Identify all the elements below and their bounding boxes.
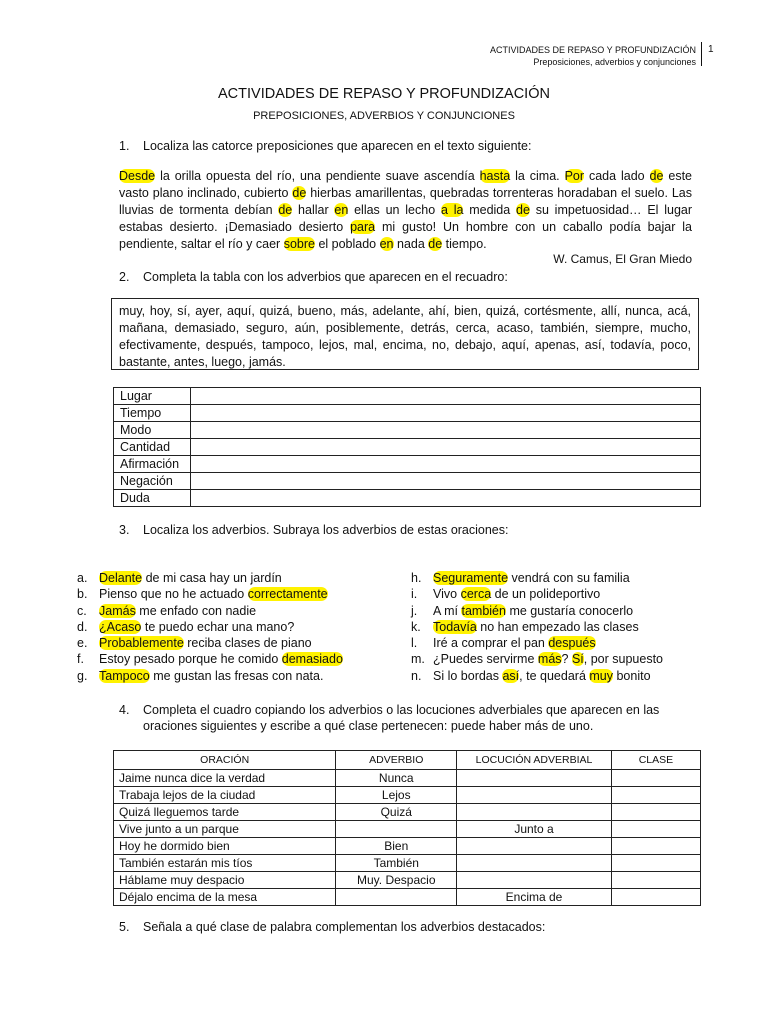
item-letter: c.	[77, 603, 87, 618]
locution-cell[interactable]: Junto a	[457, 821, 612, 838]
text-segment: bonito	[613, 668, 651, 683]
question-text: Localiza los adverbios. Subraya los adverbios de estas oraciones:	[143, 523, 509, 537]
sentence-cell: Quizá lleguemos tarde	[114, 804, 336, 821]
highlighted-word: de	[649, 169, 664, 183]
table-row	[114, 787, 701, 804]
page-number: 1	[708, 44, 714, 55]
highlighted-word: Delante	[99, 571, 143, 585]
example-sentence	[411, 651, 711, 667]
text-segment: ¿Puedes servirme	[433, 652, 538, 667]
table-row	[114, 838, 701, 855]
adverb-classification-table	[113, 387, 701, 507]
text-segment: no han empezado las clases	[476, 619, 639, 634]
text-segment: el poblado	[314, 237, 380, 251]
sentence-cell: Trabaja lejos de la ciudad	[114, 787, 336, 804]
highlighted-word: también	[461, 603, 506, 618]
sentence-text	[433, 651, 663, 667]
sentence-text	[99, 635, 312, 651]
example-sentence	[411, 603, 711, 619]
item-letter: m.	[411, 652, 425, 667]
text-segment: mi gusto! Un hombre con un caballo podía bajar la pendiente, saltar el río y caer	[119, 220, 692, 251]
table-row	[114, 770, 701, 787]
column-header: ADVERBIO	[336, 751, 457, 770]
answer-cell[interactable]	[191, 422, 701, 439]
example-sentence	[411, 635, 711, 651]
answer-cell[interactable]	[191, 456, 701, 473]
text-segment: vendrá con su familia	[508, 571, 630, 585]
question-number: 4.	[119, 703, 130, 717]
class-cell[interactable]	[611, 838, 700, 855]
locutions-table	[113, 750, 701, 906]
row-label: Lugar	[114, 388, 191, 405]
answer-cell[interactable]	[191, 473, 701, 490]
highlighted-word: a la	[440, 203, 464, 217]
locution-cell[interactable]	[457, 770, 612, 787]
highlighted-word: cerca	[460, 587, 492, 602]
sentence-text	[99, 603, 256, 619]
highlighted-word: Tampoco	[99, 668, 150, 683]
adverb-cell[interactable]	[336, 889, 457, 906]
table-row	[114, 872, 701, 889]
header-title: ACTIVIDADES DE REPASO Y PROFUNDIZACIÓN	[489, 45, 696, 55]
table-row	[114, 456, 701, 473]
adverb-cell[interactable]: Nunca	[336, 770, 457, 787]
example-sentence	[77, 586, 397, 602]
sentence-text	[433, 586, 600, 602]
sentence-text	[99, 668, 323, 684]
highlighted-word: de	[292, 186, 307, 200]
sentence-text	[433, 570, 630, 586]
text-segment: Vivo	[433, 587, 461, 602]
question-number: 1.	[119, 139, 130, 153]
examples-right	[411, 570, 711, 684]
highlighted-word: Sí	[571, 652, 584, 667]
locution-cell[interactable]	[457, 787, 612, 804]
sentence-cell: También estarán mis tíos	[114, 855, 336, 872]
class-cell[interactable]	[611, 804, 700, 821]
sentence-text	[99, 651, 343, 667]
table-row	[114, 804, 701, 821]
answer-cell[interactable]	[191, 388, 701, 405]
highlighted-word: Desde	[119, 169, 156, 183]
item-letter: d.	[77, 619, 88, 634]
example-sentence	[77, 668, 397, 684]
class-cell[interactable]	[611, 855, 700, 872]
passage-author: W. Camus, El Gran Miedo	[553, 252, 692, 266]
example-sentence	[411, 619, 711, 635]
text-segment: ?	[561, 652, 572, 667]
example-sentence	[77, 635, 397, 651]
table-row	[114, 821, 701, 838]
table-row	[114, 388, 701, 405]
text-segment: de un polideportivo	[491, 587, 601, 602]
row-label: Cantidad	[114, 439, 191, 456]
sentence-cell: Hoy he dormido bien	[114, 838, 336, 855]
item-letter: e.	[77, 636, 88, 651]
sentence-text	[433, 619, 639, 635]
text-segment: ellas un lecho	[348, 203, 441, 217]
text-segment: la orilla opuesta del río, una pendiente suave ascendía	[155, 169, 480, 183]
sentence-cell: Háblame muy despacio	[114, 872, 336, 889]
column-header: ORACIÓN	[114, 751, 336, 770]
text-segment: me gustan las fresas con nata.	[149, 668, 324, 683]
page-header	[490, 44, 696, 68]
example-sentence	[77, 651, 397, 667]
text-segment: , por supuesto	[583, 652, 663, 667]
highlighted-word: para	[350, 220, 376, 234]
text-segment: hierbas amarillentas, quebradas torrenteras horadaban el suelo. Las lluvias de tormenta debían	[119, 186, 693, 217]
highlighted-word: sobre	[283, 237, 315, 251]
highlighted-word: Jamás	[99, 603, 136, 618]
highlighted-word: hasta	[479, 169, 511, 183]
sentence-text	[433, 635, 596, 651]
highlighted-word: muy	[589, 668, 613, 683]
highlighted-word: demasiado	[281, 652, 343, 667]
locution-cell[interactable]	[457, 855, 612, 872]
highlighted-word: de	[278, 203, 293, 217]
highlighted-word: así	[502, 668, 520, 683]
text-segment: de mi casa hay un jardín	[142, 571, 282, 585]
highlighted-word: Por	[564, 169, 585, 183]
class-cell[interactable]	[611, 889, 700, 906]
highlighted-word: en	[334, 203, 349, 217]
item-letter: b.	[77, 587, 88, 602]
item-letter: j.	[411, 603, 418, 618]
table-row	[114, 855, 701, 872]
locution-cell[interactable]	[457, 804, 612, 821]
reading-passage	[119, 168, 692, 253]
row-label: Modo	[114, 422, 191, 439]
text-segment: Si lo bordas	[433, 668, 503, 683]
text-segment: reciba clases de piano	[183, 636, 312, 651]
row-label: Afirmación	[114, 456, 191, 473]
example-sentence	[77, 619, 397, 635]
class-cell[interactable]	[611, 872, 700, 889]
table-row	[114, 490, 701, 507]
adverb-cell[interactable]: Quizá	[336, 804, 457, 821]
text-segment: te puedo echar una mano?	[141, 619, 295, 634]
text-segment: Pienso que no he actuado	[99, 587, 248, 602]
question-number: 5.	[119, 920, 130, 934]
sentence-text	[433, 668, 651, 684]
item-letter: h.	[411, 571, 422, 585]
table-row	[114, 422, 701, 439]
item-letter: n.	[411, 668, 422, 683]
text-segment: Iré a comprar el pan	[433, 636, 549, 651]
text-segment: me gustaría conocerlo	[505, 603, 634, 618]
item-letter: a.	[77, 571, 88, 585]
highlighted-word: en	[379, 237, 394, 251]
highlighted-word: ¿Acaso	[99, 619, 142, 634]
column-header: CLASE	[611, 751, 700, 770]
text-segment: tiempo.	[442, 237, 487, 251]
item-letter: k.	[411, 619, 421, 634]
sentence-cell: Déjalo encima de la mesa	[114, 889, 336, 906]
text-segment: este vasto plano inclinado, cubierto	[119, 169, 692, 200]
adverb-cell[interactable]	[336, 821, 457, 838]
adverb-cell[interactable]: Lejos	[336, 787, 457, 804]
page-title: ACTIVIDADES DE REPASO Y PROFUNDIZACIÓN	[218, 86, 550, 102]
text-segment: cada lado	[584, 169, 650, 183]
row-label: Duda	[114, 490, 191, 507]
question-text: Completa la tabla con los adverbios que aparecen en el recuadro:	[143, 270, 508, 284]
item-letter: l.	[411, 636, 418, 651]
sentence-text	[99, 586, 328, 602]
locution-cell[interactable]: Encima de	[457, 889, 612, 906]
answer-cell[interactable]	[191, 405, 701, 422]
table-header-row	[114, 751, 701, 770]
highlighted-word: de	[428, 237, 443, 251]
table-row	[114, 405, 701, 422]
adverb-cell[interactable]: También	[336, 855, 457, 872]
question-text: Localiza las catorce preposiciones que aparecen en el texto siguiente:	[143, 139, 532, 153]
table-row	[114, 439, 701, 456]
item-letter: g.	[77, 668, 88, 683]
page-subtitle: PREPOSICIONES, ADVERBIOS Y CONJUNCIONES	[253, 110, 515, 122]
question-text: Completa el cuadro copiando los adverbios o las locuciones adverbiales que aparecen en las	[143, 703, 660, 717]
item-letter: f.	[77, 652, 84, 667]
highlighted-word: después	[548, 636, 596, 651]
class-cell[interactable]	[611, 787, 700, 804]
table-row	[114, 473, 701, 490]
highlighted-word: Probablemente	[99, 636, 184, 651]
text-segment: Estoy pesado porque he comido	[99, 652, 282, 667]
question-number: 2.	[119, 270, 130, 284]
class-cell[interactable]	[611, 770, 700, 787]
sentence-cell: Vive junto a un parque	[114, 821, 336, 838]
example-sentence	[411, 668, 711, 684]
question-number: 3.	[119, 523, 130, 537]
answer-cell[interactable]	[191, 490, 701, 507]
adverb-cell[interactable]: Bien	[336, 838, 457, 855]
highlighted-word: correctamente	[247, 587, 328, 602]
question-text-line2: oraciones siguientes y escribe a qué clase pertenecen: puede haber más de uno.	[143, 719, 594, 733]
text-segment: me enfado con nadie	[135, 603, 257, 618]
locution-cell[interactable]	[457, 872, 612, 889]
class-cell[interactable]	[611, 821, 700, 838]
column-header: LOCUCIÓN ADVERBIAL	[457, 751, 612, 770]
row-label: Tiempo	[114, 405, 191, 422]
highlighted-word: Seguramente	[433, 571, 509, 585]
header-divider	[701, 42, 702, 66]
highlighted-word: más	[537, 652, 562, 667]
text-segment: hallar	[292, 203, 335, 217]
example-sentence	[77, 570, 397, 586]
examples-left	[77, 570, 397, 684]
answer-cell[interactable]	[191, 439, 701, 456]
sentence-cell: Jaime nunca dice la verdad	[114, 770, 336, 787]
highlighted-word: Todavía	[433, 619, 477, 634]
text-segment: , te quedará	[519, 668, 590, 683]
sentence-text	[433, 603, 633, 619]
sentence-text	[99, 619, 294, 635]
header-subtitle: Preposiciones, adverbios y conjunciones	[533, 57, 696, 67]
example-sentence	[77, 603, 397, 619]
text-segment: su impetuosidad… El lugar estabas desierto. ¡Demasiado desierto	[119, 203, 693, 234]
text-segment: medida	[463, 203, 516, 217]
text-segment: A mí	[433, 603, 462, 618]
text-segment: nada	[393, 237, 429, 251]
question-text: Señala a qué clase de palabra complementan los adverbios destacados:	[143, 920, 546, 934]
adverb-box: muy, hoy, sí, ayer, aquí, quizá, bueno, más, adelante, ahí, bien, quizá, cortésmente, allí, nunca, acá, mañana, demasiado, seguro, aún, posiblemente, detrás, cerca, acaso, también, siempre, mucho, efectivamente, después, tampoco, lejos, mal, encima, no, debajo, aquí, apenas, así, todavía, poco, bastante, antes, luego, jamás.	[111, 298, 699, 370]
row-label: Negación	[114, 473, 191, 490]
example-sentence	[411, 586, 711, 602]
table-row	[114, 889, 701, 906]
text-segment: la cima.	[510, 169, 565, 183]
locution-cell[interactable]	[457, 838, 612, 855]
example-sentence	[411, 570, 711, 586]
adverb-cell[interactable]: Muy. Despacio	[336, 872, 457, 889]
highlighted-word: de	[516, 203, 530, 217]
sentence-text	[99, 570, 282, 586]
item-letter: i.	[411, 587, 418, 602]
